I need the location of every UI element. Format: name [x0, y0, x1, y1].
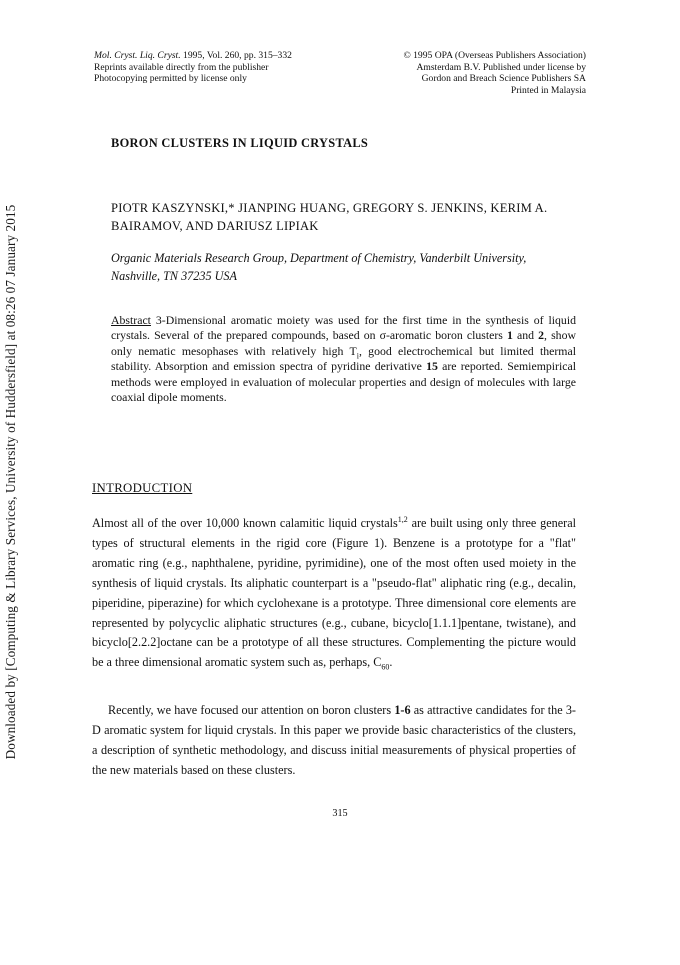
article-title: BORON CLUSTERS IN LIQUID CRYSTALS — [111, 136, 369, 150]
copyright-block — [360, 50, 586, 96]
intro-paragraph-1: Almost all of the over 10,000 known calamitic liquid crystals$^{1,2}$ are built using only three general types of structural elements in the rigid core (Figure 1). Benzene is a prototype for a "flat" aromatic ring (e.g., naphthalene, pyridine, pyrimidine), one of the most often used moiety in the synthesis of liquid crystals. Its aliphatic counterpart is a "pseudo-flat" aliphatic ring (e.g., decalin, piperidine, piperazine) for which cyclohexane is a prototype. Three dimensional core elements are represented by polycyclic aliphatic structures (e.g., cubane, bicyclo[1.1.1]pentane, twistane), and bicyclo[2.2.2]octane can be a prototype of all these structures. Complementing the picture would be a three dimensional aromatic system such as, perhaps, $C_{60}$. — [92, 514, 576, 672]
journal-citation — [94, 50, 292, 62]
journal-volume-pages: 1995, Vol. 260, pp. 315–332 — [180, 50, 292, 61]
copyright-line: © 1995 OPA (Overseas Publishers Association) — [403, 50, 586, 61]
reprint-note: Reprints available directly from the publisher — [94, 61, 269, 73]
affiliation: Organic Materials Research Group, Department of Chemistry, Vanderbilt University, Nashville, TN 37235 USA — [111, 251, 527, 283]
page-number: 315 — [332, 808, 348, 819]
abstract-label: Abstract — [111, 313, 151, 327]
abstract: Abstract 3-Dimensional aromatic moiety was used for the first time in the synthesis of liquid crystals. Several of the prepared compounds, based on σ-aromatic boron clusters 1 and 2, show only nematic mesophases with relatively high $T_i$, good electrochemical but limited thermal stability. Absorption and emission spectra of pyridine derivative 15 are reported. Semiempirical methods were employed in evaluation of molecular properties and design of molecules with large coaxial dipole moments. — [111, 313, 576, 405]
download-watermark — [0, 0, 22, 965]
license-line: Amsterdam B.V. Published under license by — [416, 61, 586, 73]
journal-citation-block — [94, 50, 292, 85]
section-heading-introduction: INTRODUCTION — [92, 481, 193, 495]
printed-line: Printed in Malaysia — [510, 84, 586, 96]
download-note: Downloaded by [Computing & Library Services, University of Huddersfield] at 08:26 07 January 2015 — [3, 204, 18, 760]
photocopy-note: Photocopying permitted by license only — [94, 73, 247, 85]
author-list: PIOTR KASZYNSKI,* JIANPING HUANG, GREGORY S. JENKINS, KERIM A. BAIRAMOV, AND DARIUSZ LIPIAK — [111, 201, 548, 233]
intro-paragraph-2: Recently, we have focused our attention on boron clusters 1-6 as attractive candidates for the 3-D aromatic system for liquid crystals. In this paper we provide basic characteristics of the clusters, a description of synthetic methodology, and discuss initial measurements of physical properties of the new materials based on these clusters. — [92, 703, 576, 777]
journal-name: Mol. Cryst. Liq. Cryst. — [94, 50, 181, 61]
publisher-line: Gordon and Breach Science Publishers SA — [421, 73, 586, 85]
